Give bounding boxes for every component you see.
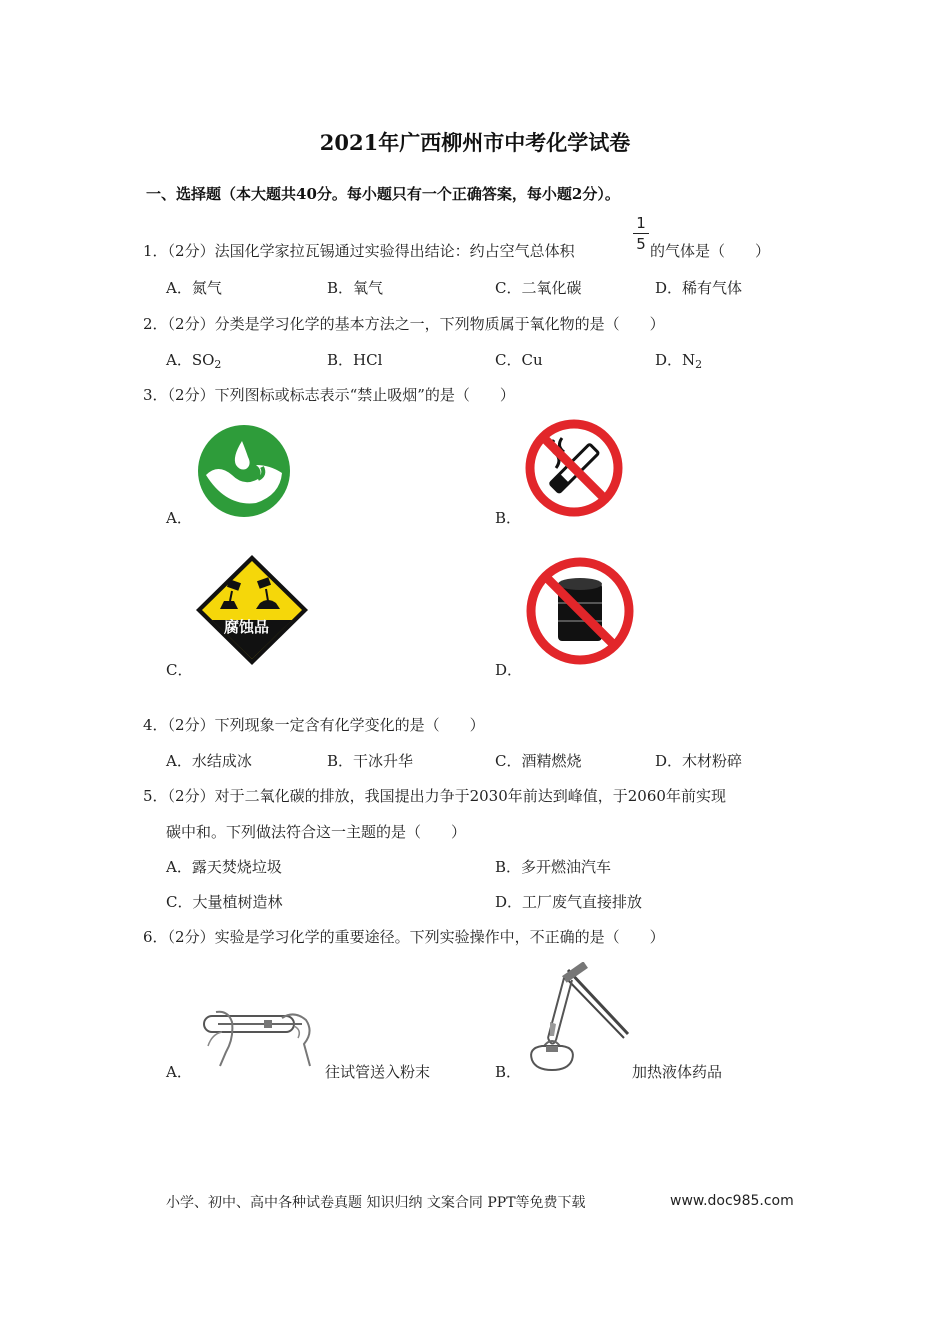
q6-option-a-caption: 往试管送入粉末 [325,1063,431,1081]
section-heading: 一、选择题（本大题共40分。每小题只有一个正确答案，每小题2分）。 [146,185,620,203]
question-2-stem: 2．（2分）分类是学习化学的基本方法之一，下列物质属于氧化物的是（ ） [143,315,665,333]
question-5-stem-line1: 5．（2分）对于二氧化碳的排放，我国提出力争于2030年前达到峰值，于2060年前实现 [143,787,726,805]
corrosive-sign-text: 腐蚀品 [224,618,270,636]
q2-option-a [166,349,221,370]
q5-option-d: D．工厂废气直接排放 [495,893,643,911]
q2-option-b-text: B．HCl [327,351,383,369]
heating-liquid-icon [520,962,632,1078]
fraction-denominator: 5 [636,235,646,253]
q4-option-d: D．木材粉碎 [655,752,743,770]
q2-option-c [495,349,543,370]
fraction-numerator: 1 [636,214,646,232]
q4-option-b: B．干冰升华 [327,752,414,770]
question-1-stem-end: 的气体是（ ） [650,242,771,260]
q4-option-c: C．酒精燃烧 [495,752,582,770]
footer-text: 小学、初中、高中各种试卷真题 知识归纳 文案合同 PPT等免费下载 [166,1195,586,1211]
q3-option-c-label: C． [166,661,193,679]
fraction-one-fifth [633,214,649,253]
q2-option-d [655,349,702,370]
q5-option-c: C．大量植树造林 [166,893,283,911]
q1-option-a: A．氮气 [166,279,222,297]
corrosive-icon [194,553,310,667]
page-title: 2021年广西柳州市中考化学试卷 [319,130,631,155]
q5-option-b: B．多开燃油汽车 [495,858,612,876]
question-5-stem-line2: 碳中和。下列做法符合这一主题的是（ ） [166,823,467,841]
q2-option-d-text: D．N [655,351,696,369]
question-4-stem: 4．（2分）下列现象一定含有化学变化的是（ ） [143,716,485,734]
q2-option-c-text: C．Cu [495,351,543,369]
fraction-bar [633,233,649,234]
question-3-stem: 3．（2分）下列图标或标志表示“禁止吸烟”的是（ ） [143,386,515,404]
q2-option-a-subscript: 2 [214,358,222,371]
question-1-stem: 1．（2分）法国化学家拉瓦锡通过实验得出结论：约占空气总体积 [143,242,575,260]
footer-url-link[interactable]: www.doc985.com [670,1193,794,1209]
q3-option-a-label: A． [166,509,192,527]
no-oil-drum-icon [524,555,636,667]
q2-option-a-text: A．SO [166,351,215,369]
q2-option-d-subscript: 2 [695,358,703,371]
q4-option-a: A．水结成冰 [166,752,252,770]
no-smoking-icon [524,418,624,518]
q6-option-a-label: A． [166,1063,192,1081]
q3-option-d-label: D． [495,661,523,679]
q1-option-c: C．二氧化碳 [495,279,582,297]
q3-option-b-label: B． [495,509,522,527]
question-6-stem: 6．（2分）实验是学习化学的重要途径。下列实验操作中，不正确的是（ ） [143,928,665,946]
water-saving-icon [196,423,292,519]
test-tube-powder-icon [198,1002,322,1070]
q1-option-b: B．氧气 [327,279,384,297]
q5-option-a: A．露天焚烧垃圾 [166,858,282,876]
q6-option-b-caption: 加热液体药品 [632,1063,723,1081]
q2-option-b [327,349,382,370]
q1-option-d: D．稀有气体 [655,279,743,297]
q6-option-b-label: B． [495,1063,522,1081]
